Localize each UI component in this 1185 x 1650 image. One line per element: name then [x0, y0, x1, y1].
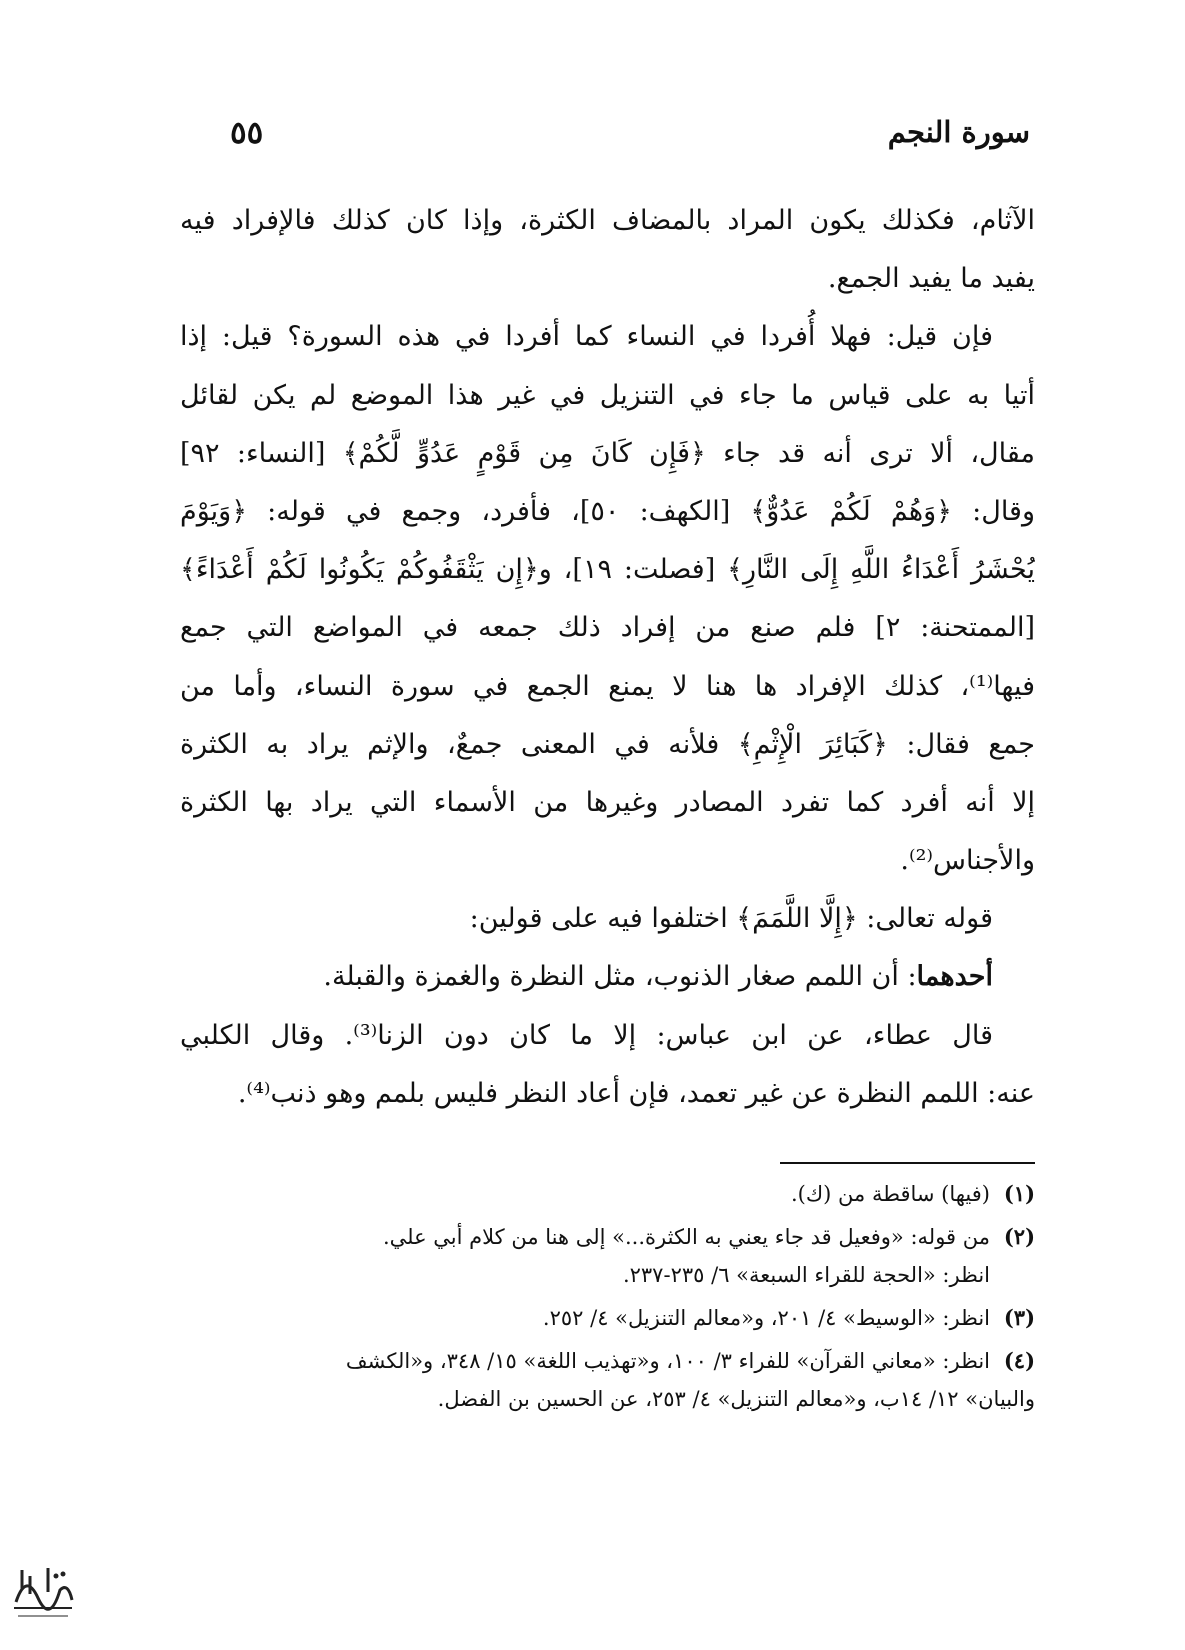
footnote-text: من قوله: «وفعيل قد جاء يعني به الكثرة...» إلى هنا من كلام أبي علي.	[382, 1225, 990, 1249]
text-line: فيها⁽¹⁾، كذلك الإفراد ها هنا لا يمنع الجمع في سورة النساء، وأما من	[180, 670, 1035, 702]
page-number: ٥٥	[230, 115, 264, 151]
footnote-2	[175, 1218, 1035, 1256]
text-line: الآثام، فكذلك يكون المراد بالمضاف الكثرة، وإذا كان كذلك فالإفراد فيه	[180, 205, 1035, 236]
publisher-logo	[8, 1560, 78, 1622]
footnote-number: (٤)	[1003, 1348, 1035, 1373]
text-line: قال عطاء، عن ابن عباس: إلا ما كان دون الزنا⁽³⁾. وقال الكلبي	[180, 1019, 993, 1051]
text-line: والأجناس⁽²⁾.	[900, 845, 1035, 877]
footnote-text: انظر: «الوسيط» ٤/ ٢٠١، و«معالم التنزيل» ٤/ ٢٥٢.	[542, 1306, 990, 1330]
footnote-text: (فيها) ساقطة من (ك).	[791, 1182, 990, 1206]
footnote-number: (١)	[1003, 1181, 1035, 1206]
footnote-4	[175, 1342, 1035, 1380]
text-line: يفيد ما يفيد الجمع.	[827, 263, 1035, 295]
footnote-number: (٣)	[1003, 1305, 1035, 1330]
text-line: يُحْشَرُ أَعْدَاءُ اللَّهِ إِلَى النَّارِ﴾ [فصلت: ١٩]، و﴿إِن يَثْقَفُوكُمْ يَكُونُوا لَكُمْ أَعْدَاءً﴾	[180, 554, 1035, 586]
text-line: إلا أنه أفرد كما تفرد المصادر وغيرها من الأسماء التي يراد بها الكثرة	[180, 786, 1035, 818]
body-text	[180, 192, 1035, 1123]
footnotes	[175, 1175, 1035, 1418]
text-line: فإن قيل: فهلا أُفردا في النساء كما أفردا في هذه السورة؟ قيل: إذا	[180, 321, 993, 353]
footnote-1	[175, 1175, 1035, 1213]
footnote-3	[175, 1299, 1035, 1337]
surah-title: سورة النجم	[887, 115, 1030, 149]
text-line: قوله تعالى: ﴿إِلَّا اللَّمَمَ﴾ اختلفوا فيه على قولين:	[469, 903, 993, 935]
footnote-separator	[780, 1162, 1035, 1164]
text-line: جمع فقال: ﴿كَبَائِرَ الْإِثْمِ﴾ فلأنه في المعنى جمعٌ، والإثم يراد به الكثرة	[180, 728, 1035, 760]
lead-word: أحدهما	[916, 961, 993, 993]
footnote-text: انظر: «معاني القرآن» للفراء ٣/ ١٠٠، و«تهذيب اللغة» ١٥/ ٣٤٨، و«الكشف	[345, 1349, 990, 1373]
footnote-number: (٢)	[1003, 1224, 1035, 1249]
footnote-4-cont: والبيان» ١٢/ ١٤ب، و«معالم التنزيل» ٤/ ٢٥٣، عن الحسين بن الفضل.	[437, 1387, 1035, 1411]
text-line: وقال: ﴿وَهُمْ لَكُمْ عَدُوٌّ﴾ [الكهف: ٥٠]، فأفرد، وجمع في قوله: ﴿وَيَوْمَ	[180, 495, 1035, 527]
text-line: أتيا به على قياس ما جاء في التنزيل في غير هذا الموضع لم يكن لقائل	[180, 379, 1035, 411]
page-header	[200, 115, 1030, 165]
text-line: عنه: اللمم النظرة عن غير تعمد، فإن أعاد النظر فليس بلمم وهو ذنب⁽⁴⁾.	[237, 1077, 1035, 1109]
text-line: [الممتحنة: ٢] فلم صنع من إفراد ذلك جمعه في المواضع التي جمع	[180, 612, 1035, 644]
text-line: مقال، ألا ترى أنه قد جاء ﴿فَإِن كَانَ مِن قَوْمٍ عَدُوٍّ لَّكُمْ﴾ [النساء: ٩٢]	[180, 437, 1035, 469]
footnote-2-cont: انظر: «الحجة للقراء السبعة» ٦/ ٢٣٥-٢٣٧.	[622, 1263, 990, 1287]
text-line: أحدهما: أن اللمم صغار الذنوب، مثل النظرة والغمزة والقبلة.	[323, 961, 993, 993]
